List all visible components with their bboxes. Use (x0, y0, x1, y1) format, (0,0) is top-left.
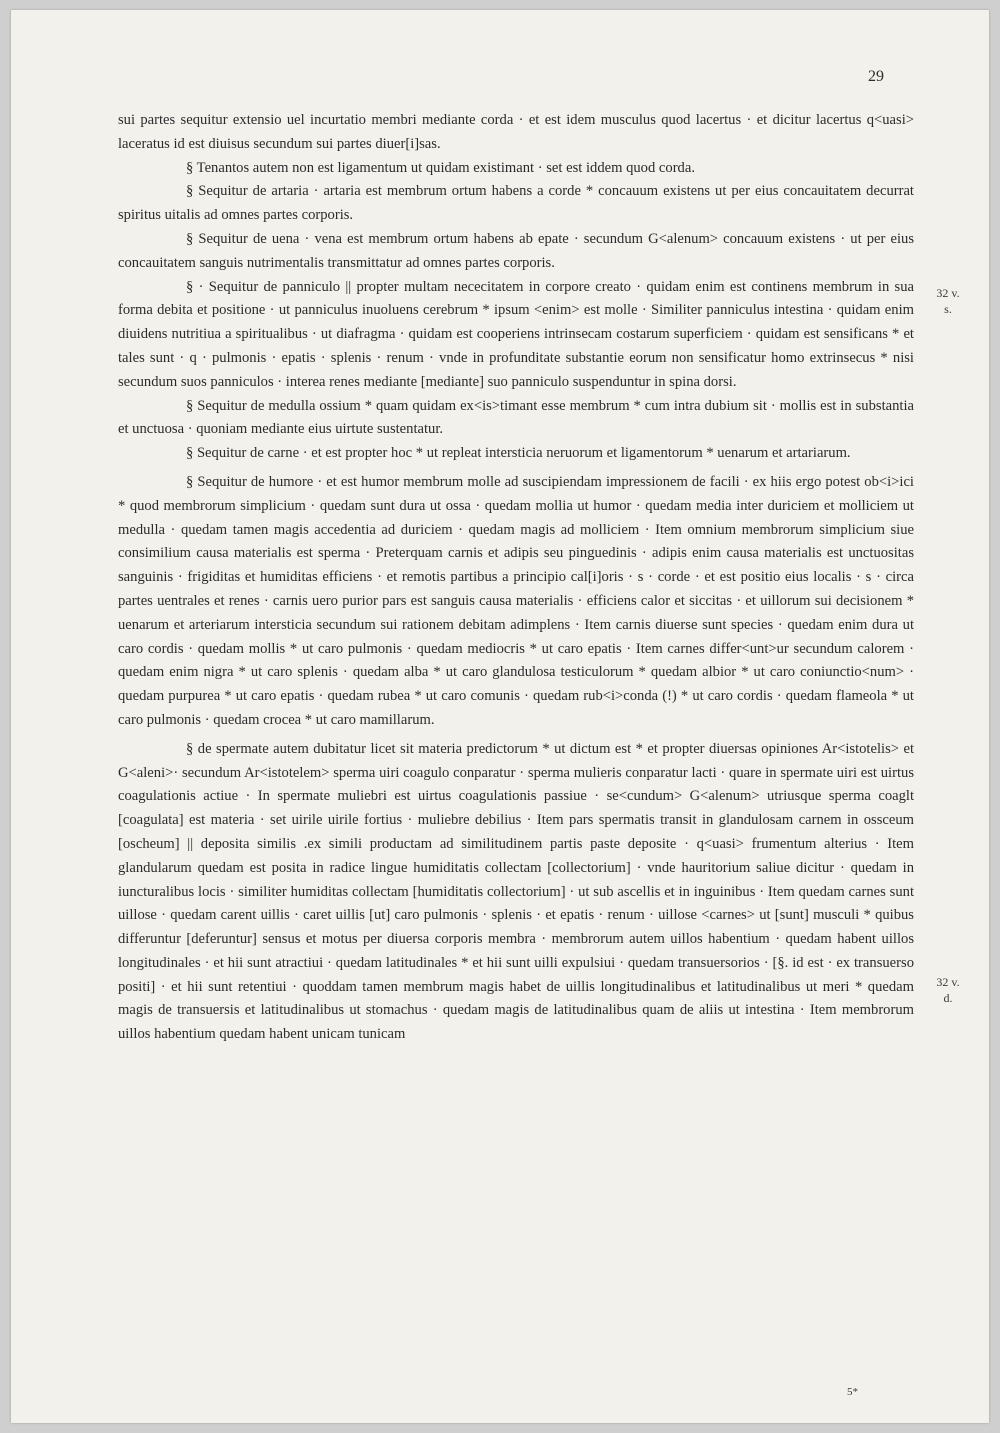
signature-mark: 5* (847, 1386, 858, 1398)
margin-note-text: 32 v. s. (936, 286, 960, 316)
paragraph: § Sequitur de carne · et est propter hoc * ut repleat intersticia neruorum et ligamentorum * uenarum et artariarum. (186, 445, 851, 462)
paragraph: § Tenantos autem non est ligamentum ut quidam existimant · set est iddem quod corda. (186, 159, 695, 176)
paragraph: sui partes sequitur extensio uel incurtatio membri mediante corda · et est idem musculus quod lacertus · et dicitur lacertus q<uasi> laceratus id est diuisus secundum sui partes diuer[i]sas. (118, 112, 914, 152)
paragraph: § Sequitur de uena · vena est membrum ortum habens ab epate · secundum G<alenum> concauum existens · ut per eius concauitatem sanguis nutrimentalis transmittatur ad omnes partes corporis. (118, 230, 914, 271)
margin-note (924, 285, 972, 317)
paragraph: § de spermate autem dubitatur licet sit materia predictorum * ut dictum est * et propter diuersas opiniones Ar<istotelis> et G<aleni>· secundum Ar<istotelem> sperma uiri coagulo conparatur · sperma mulieris conparatur lacti · quare in spermate uiri est uirtus coagulationis actiue · In spermate muliebri est uirtus coagulationis passiue · se<cundum> G<alenum> utriusque sperma coaglt [coagulata] est materia · set uirile uirile fortius · muliebre debilius · Item pars spermatis transit in glandulosam carnem in ossceum [oscheum] || deposita similis .ex simili productam ad similitudinem partis paste deposite · q<uasi> frumentum alterius · Item glandularum quedam est posita in radice lingue humiditatis collectam [collectorium] · vnde hauritorium saliue dicitur · quedam in iuncturalibus locis · similiter humiditas collectam [humiditatis collectorium] · ut sub ascellis et in inguinibus · Item quedam carnes sunt uillose · quedam carent uillis · caret uillis [ut] caro pulmonis · splenis · et epatis · renum · uillose <carnes> ut [sunt] musculi * quibus differuntur [deferuntur] sensus et motus per diuersa corporis membra · membrorum autem uillos habentium · quedam habent uillos longitudinales · et hii sunt atractiui · quedam latitudinales * et hii sunt uilli expulsiui · quedam transuersorios · [§. id est · ex transuerso positi] · et hii sunt retentiui · quoddam tamen membrum magis habet de uillis longitudinalibus et latitudinalibus ut meri * quedam magis de transuersis et latitudinalibus ut stomachus · quedam magis de latitudinalibus quam de aliis ut intestina · Item membrorum uillos habentium quedam habent unicam tunicam (118, 740, 914, 1043)
paragraph: § Sequitur de humore · et est humor membrum molle ad suscipiendam impressionem de facili · ex hiis ergo potest ob<i>ici * quod membrorum simplicium · quedam sunt dura ut ossa · quedam mollia ut humor · quedam media inter duriciem et molliciem ut medulla · quedam tamen magis accedentia ad duriciem · quedam magis ad molliciem · Item omnium membrorum simplicium siue consimilium causa materialis est sperma · Preterquam carnis et adipis seu pinguedinis · adipis enim causa materialis est unctuositas sanguinis · frigiditas et humiditas efficiens · et remotis partibus a principio cal[i]oris · s · corde · et est positio eius localis · s · circa partes uentrales et renes · carnis uero purior pars est sanguis causa materialis · efficiens calor et siccitas · et uillorum sui decisionem * uenarum et arteriarum intersticia secundum sui rationem debitam adimplens · Item carnis diuerse sunt species · quedam enim dura ut caro cordis · quedam mollis * ut caro pulmonis · quedam mediocris * ut caro epatis · Item carnes differ<unt>ur secundum calorem · quedam enim nigra * ut caro splenis · quedam alba * ut caro glandulosa testiculorum * quedam albior * ut caro coniunctio<num> · quedam purpurea * ut caro epatis · quedam rubea * ut caro comunis · quedam rub<i>conda (!) * ut caro cordis · quedam flameola * ut caro pulmonis · quedam crocea * ut caro mamillarum. (118, 473, 914, 728)
margin-note-text: 32 v. d. (936, 975, 960, 1005)
paragraph: § · Sequitur de panniculo || propter multam nececitatem in corpore creato · quidam enim est continens membrum in sua forma debita et positione · ut panniculus inuoluens cerebrum * ipsum <enim> est molle · Similiter panniculus intestina · quidam enim diuidens nutritiua a spiritualibus · ut diafragma · quidam est cooperiens intrinsecam costarum superficiem · quidam est sensificans * et tales sunt · q · pulmonis · epatis · splenis · renum · vnde in profunditate substantie eorum non sensificatur homo extrinsecus * nisi secundum suos panniculos · interea renes mediante [mediante] suo panniculo suspenduntur in spina dorsi. (118, 278, 914, 390)
paragraph: § Sequitur de artaria · artaria est membrum ortum habens a corde * concauum existens ut per eius concauitatem decurrat spiritus uitalis ad omnes partes corporis. (118, 183, 914, 224)
page-number: 29 (868, 68, 884, 85)
paragraph: § Sequitur de medulla ossium * quam quidam ex<is>timant esse membrum * cum intra dubium sit · mollis est in substantia et unctuosa · quoniam mediante eius uirtute sustentatur. (118, 397, 914, 438)
page (11, 10, 989, 1423)
margin-note (924, 974, 972, 1006)
body-text (118, 109, 914, 1047)
